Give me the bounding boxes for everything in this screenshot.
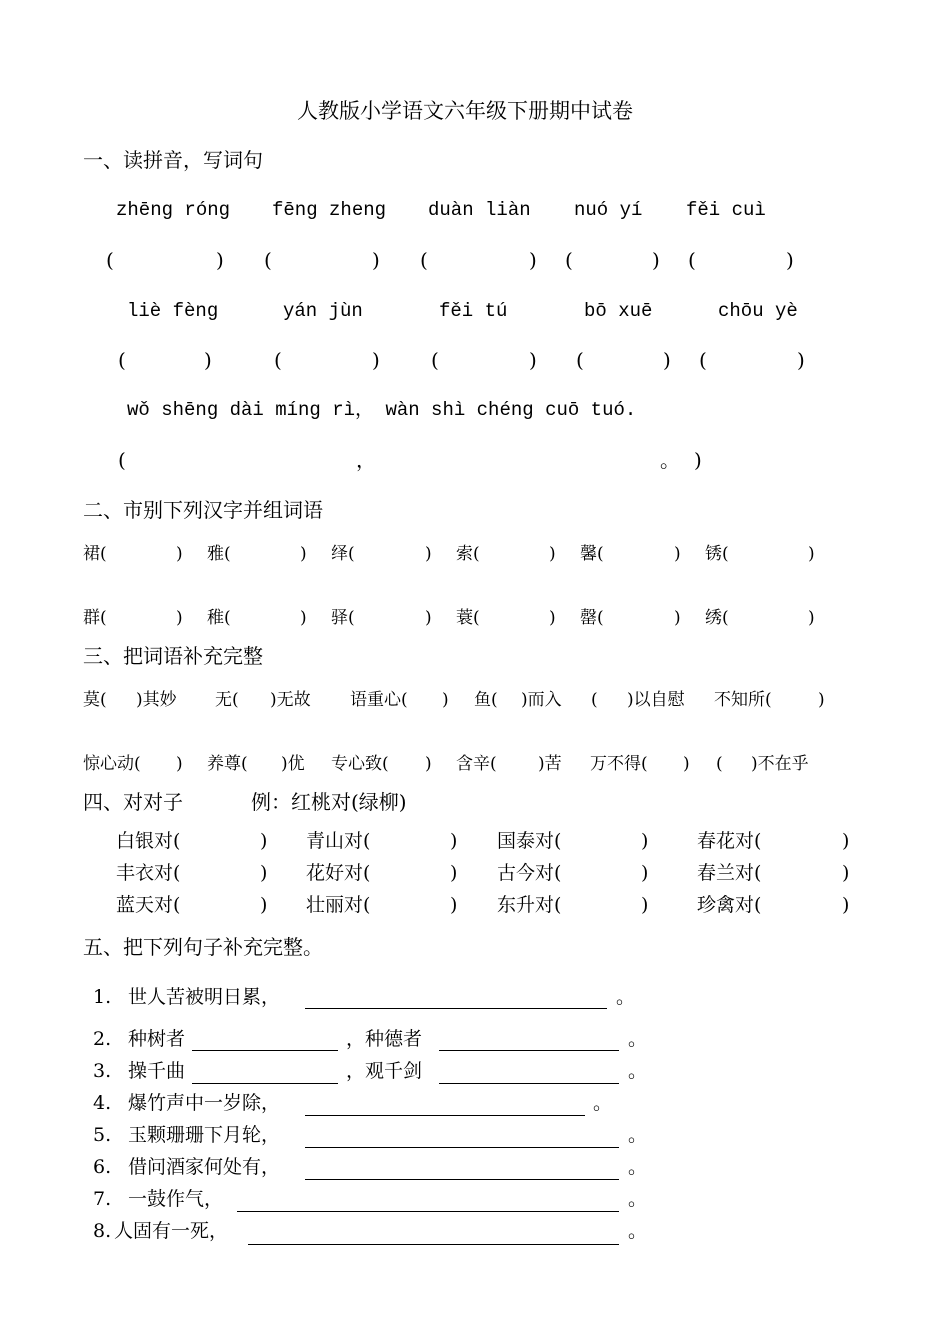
idiom-part: 专心致( bbox=[331, 754, 389, 774]
idiom-part: 养尊( bbox=[207, 754, 248, 774]
answer-close-paren: ) bbox=[529, 348, 537, 372]
sentence-number: 6. bbox=[93, 1156, 112, 1178]
answer-close-paren: ) bbox=[216, 248, 224, 272]
answer-blank[interactable] bbox=[237, 1211, 619, 1212]
answer-blank[interactable] bbox=[248, 1244, 619, 1245]
idiom-part: ) bbox=[176, 754, 183, 774]
answer-close-paren: ) bbox=[786, 248, 794, 272]
sentence-prompt: 人固有一死， bbox=[114, 1220, 229, 1242]
answer-period: 。 bbox=[660, 448, 680, 472]
sentence-number: 2. bbox=[93, 1028, 112, 1050]
pinyin-3: duàn liàn bbox=[428, 199, 531, 221]
char-item: 锈( bbox=[705, 544, 729, 564]
section-3-heading: 三、把词语补充完整 bbox=[83, 644, 263, 668]
couplet-close-paren: ) bbox=[260, 862, 268, 884]
pinyin-1: zhēng róng bbox=[116, 199, 231, 221]
couplet-close-paren: ) bbox=[450, 894, 458, 916]
idiom-part: 莫( bbox=[83, 690, 107, 710]
answer-open-paren: ( bbox=[274, 348, 282, 372]
sentence-end: 。 bbox=[628, 1188, 648, 1210]
couplet-item: 花好对( bbox=[306, 862, 371, 884]
idiom-part: )苦 bbox=[538, 754, 562, 774]
couplet-item: 国泰对( bbox=[497, 830, 562, 852]
idiom-part: )而入 bbox=[521, 690, 562, 710]
answer-blank[interactable] bbox=[439, 1083, 619, 1084]
couplet-example: 例：红桃对(绿柳) bbox=[251, 790, 407, 814]
idiom-part: 含辛( bbox=[456, 754, 497, 774]
idiom-part: 鱼( bbox=[474, 690, 498, 710]
answer-open-paren: ( bbox=[565, 248, 573, 272]
answer-close-paren: ) bbox=[372, 348, 380, 372]
char-item: 群( bbox=[83, 608, 107, 628]
idiom-part: )优 bbox=[281, 754, 305, 774]
sentence-number: 8. bbox=[93, 1220, 112, 1242]
answer-open-paren: ( bbox=[699, 348, 707, 372]
idiom-part: ( bbox=[716, 754, 723, 774]
answer-blank[interactable] bbox=[192, 1050, 338, 1051]
section-2-heading: 二、市别下列汉字并组词语 bbox=[83, 498, 323, 522]
pinyin-8: fěi tú bbox=[439, 300, 508, 322]
char-close-paren: ) bbox=[549, 544, 556, 564]
pinyin-7: yán jùn bbox=[283, 300, 363, 322]
idiom-part: ) bbox=[683, 754, 690, 774]
section-4-heading: 四、对对子 bbox=[83, 790, 183, 814]
sentence-number: 3. bbox=[93, 1060, 112, 1082]
idiom-part: )其妙 bbox=[136, 690, 177, 710]
char-close-paren: ) bbox=[176, 608, 183, 628]
answer-close-paren: ) bbox=[797, 348, 805, 372]
sentence-middle: ，种德者 bbox=[346, 1028, 423, 1050]
char-item: 绎( bbox=[331, 544, 355, 564]
couplet-item: 青山对( bbox=[306, 830, 371, 852]
sentence-prompt: 操千曲 bbox=[128, 1060, 186, 1082]
couplet-item: 白银对( bbox=[116, 830, 181, 852]
char-item: 稚( bbox=[207, 608, 231, 628]
couplet-close-paren: ) bbox=[842, 862, 850, 884]
answer-open-paren: ( bbox=[576, 348, 584, 372]
couplet-close-paren: ) bbox=[641, 894, 649, 916]
char-item: 裙( bbox=[83, 544, 107, 564]
char-item: 罄( bbox=[580, 608, 604, 628]
couplet-close-paren: ) bbox=[450, 862, 458, 884]
couplet-close-paren: ) bbox=[260, 894, 268, 916]
sentence-end: 。 bbox=[628, 1124, 648, 1146]
couplet-close-paren: ) bbox=[842, 894, 850, 916]
pinyin-4: nuó yí bbox=[574, 199, 643, 221]
sentence-prompt: 一鼓作气， bbox=[128, 1188, 224, 1210]
couplet-item: 壮丽对( bbox=[306, 894, 371, 916]
char-close-paren: ) bbox=[300, 608, 307, 628]
section-5-heading: 五、把下列句子补充完整。 bbox=[83, 935, 323, 959]
char-close-paren: ) bbox=[300, 544, 307, 564]
answer-blank[interactable] bbox=[305, 1115, 585, 1116]
idiom-part: ) bbox=[442, 690, 449, 710]
answer-blank[interactable] bbox=[192, 1083, 338, 1084]
couplet-item: 春花对( bbox=[697, 830, 762, 852]
sentence-end: 。 bbox=[628, 1060, 648, 1082]
char-item: 蓑( bbox=[456, 608, 480, 628]
char-item: 馨( bbox=[580, 544, 604, 564]
couplet-close-paren: ) bbox=[641, 862, 649, 884]
char-item: 雅( bbox=[207, 544, 231, 564]
couplet-close-paren: ) bbox=[641, 830, 649, 852]
answer-open-paren: ( bbox=[431, 348, 439, 372]
answer-close-paren: ) bbox=[652, 248, 660, 272]
sentence-end: 。 bbox=[628, 1220, 648, 1242]
idiom-part: ) bbox=[425, 754, 432, 774]
sentence-prompt: 玉颗珊珊下月轮， bbox=[128, 1124, 281, 1146]
answer-open-paren: ( bbox=[118, 348, 126, 372]
sentence-number: 7. bbox=[93, 1188, 112, 1210]
sentence-prompt: 种树者 bbox=[128, 1028, 186, 1050]
sentence-end: 。 bbox=[616, 986, 636, 1008]
char-close-paren: ) bbox=[808, 608, 815, 628]
answer-close-paren: ) bbox=[372, 248, 380, 272]
couplet-close-paren: ) bbox=[260, 830, 268, 852]
sentence-end: 。 bbox=[593, 1092, 613, 1114]
sentence-prompt: 世人苦被明日累， bbox=[128, 986, 281, 1008]
couplet-close-paren: ) bbox=[842, 830, 850, 852]
idiom-part: )以自慰 bbox=[627, 690, 685, 710]
sentence-pinyin: wǒ shēng dài míng rì， wàn shì chéng cuō tuó. bbox=[127, 399, 637, 421]
pinyin-10: chōu yè bbox=[718, 300, 798, 322]
sentence-number: 1. bbox=[93, 986, 112, 1008]
idiom-part: 不知所( bbox=[714, 690, 772, 710]
char-close-paren: ) bbox=[674, 544, 681, 564]
idiom-part: ) bbox=[818, 690, 825, 710]
answer-open-paren: ( bbox=[118, 448, 126, 472]
char-close-paren: ) bbox=[808, 544, 815, 564]
char-close-paren: ) bbox=[425, 608, 432, 628]
char-close-paren: ) bbox=[425, 544, 432, 564]
couplet-close-paren: ) bbox=[450, 830, 458, 852]
couplet-item: 珍禽对( bbox=[697, 894, 762, 916]
answer-close-paren: ) bbox=[529, 248, 537, 272]
sentence-end: 。 bbox=[628, 1028, 648, 1050]
pinyin-2: fēng zheng bbox=[272, 199, 387, 221]
answer-blank[interactable] bbox=[305, 1008, 607, 1009]
couplet-item: 东升对( bbox=[497, 894, 562, 916]
answer-blank[interactable] bbox=[305, 1147, 619, 1148]
answer-blank[interactable] bbox=[305, 1179, 619, 1180]
char-item: 绣( bbox=[705, 608, 729, 628]
idiom-part: )无故 bbox=[270, 690, 311, 710]
idiom-part: )不在乎 bbox=[751, 754, 809, 774]
answer-open-paren: ( bbox=[106, 248, 114, 272]
answer-blank[interactable] bbox=[439, 1050, 619, 1051]
char-item: 驿( bbox=[331, 608, 355, 628]
answer-comma: ， bbox=[356, 448, 376, 472]
answer-close-paren: ) bbox=[663, 348, 671, 372]
sentence-middle: ，观千剑 bbox=[346, 1060, 423, 1082]
answer-close-paren: ) bbox=[204, 348, 212, 372]
sentence-prompt: 借问酒家何处有， bbox=[128, 1156, 281, 1178]
sentence-end: 。 bbox=[628, 1156, 648, 1178]
section-1-heading: 一、读拼音，写词句 bbox=[83, 148, 263, 172]
pinyin-6: liè fèng bbox=[127, 300, 219, 322]
answer-open-paren: ( bbox=[420, 248, 428, 272]
answer-open-paren: ( bbox=[688, 248, 696, 272]
sentence-prompt: 爆竹声中一岁除， bbox=[128, 1092, 281, 1114]
char-close-paren: ) bbox=[674, 608, 681, 628]
sentence-number: 4. bbox=[93, 1092, 112, 1114]
sentence-number: 5. bbox=[93, 1124, 112, 1146]
char-close-paren: ) bbox=[549, 608, 556, 628]
idiom-part: 惊心动( bbox=[83, 754, 141, 774]
answer-close-paren: ) bbox=[694, 448, 702, 472]
couplet-item: 古今对( bbox=[497, 862, 562, 884]
page-title: 人教版小学语文六年级下册期中试卷 bbox=[297, 99, 633, 123]
couplet-item: 蓝天对( bbox=[116, 894, 181, 916]
char-item: 索( bbox=[456, 544, 480, 564]
idiom-part: ( bbox=[591, 690, 598, 710]
answer-open-paren: ( bbox=[264, 248, 272, 272]
couplet-item: 丰衣对( bbox=[116, 862, 181, 884]
pinyin-5: fěi cuì bbox=[686, 199, 766, 221]
idiom-part: 无( bbox=[215, 690, 239, 710]
couplet-item: 春兰对( bbox=[697, 862, 762, 884]
idiom-part: 万不得( bbox=[590, 754, 648, 774]
idiom-part: 语重心( bbox=[350, 690, 408, 710]
char-close-paren: ) bbox=[176, 544, 183, 564]
pinyin-9: bō xuē bbox=[584, 300, 653, 322]
